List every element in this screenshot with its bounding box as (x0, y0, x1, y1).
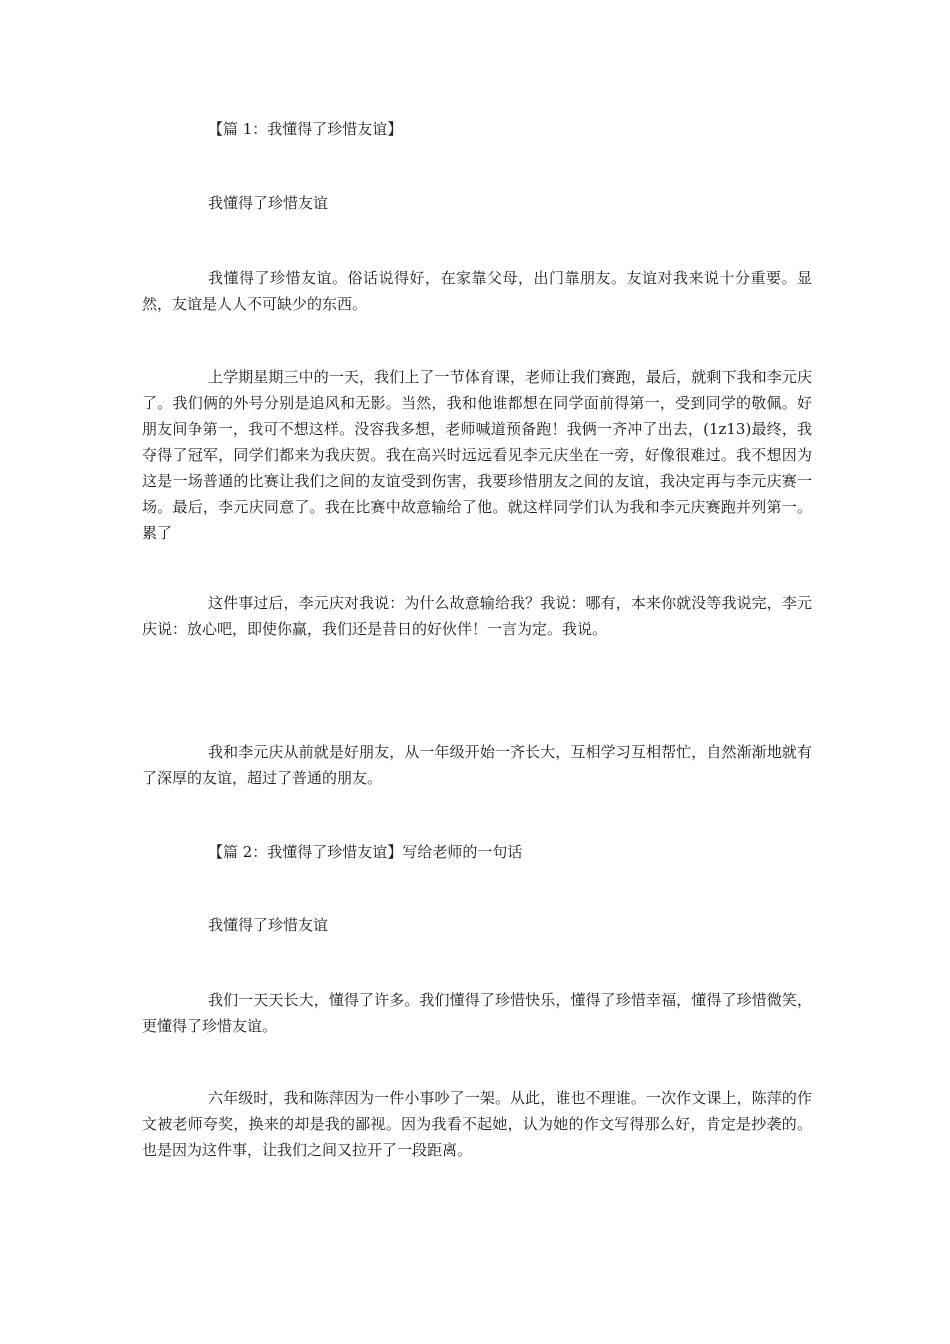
paragraph: 上学期星期三中的一天，我们上了一节体育课，老师让我们赛跑，最后，就剩下我和李元庆了。我们俩的外号分别是追风和无影。当然，我和他谁都想在同学面前得第一，受到同学的敬佩。好朋友间争第一，我可不想这样。没容我多想，老师喊道预备跑！我俩一齐冲了出去，(1z13)最终，我夺得了冠军，同学们都来为我庆贺。我在高兴时远远看见李元庆坐在一旁，好像很难过。我不想因为这是一场普通的比赛让我们之间的友谊受到伤害，我要珍惜朋友之间的友谊，我决定再与李元庆赛一场。最后，李元庆同意了。我在比赛中故意输给了他。就这样同学们认为我和李元庆赛跑并列第一。累了 (142, 368, 812, 542)
paragraph: 我懂得了珍惜友谊。俗话说得好，在家靠父母，出门靠朋友。友谊对我来说十分重要。显然，友谊是人人不可缺少的东西。 (142, 269, 812, 313)
paragraph: 六年级时，我和陈萍因为一件小事吵了一架。从此，谁也不理谁。一次作文课上，陈萍的作文被老师夸奖，换来的却是我的鄙视。因为我看不起她，认为她的作文写得那么好，肯定是抄袭的。也是因为这件事，让我们之间又拉开了一段距离。 (142, 1089, 812, 1159)
section-1-title: 我懂得了珍惜友谊 (208, 194, 329, 212)
section-2-heading: 【篇 2：我懂得了珍惜友谊】写给老师的一句话 (208, 843, 523, 861)
section-2-title: 我懂得了珍惜友谊 (208, 916, 329, 934)
section-1-heading: 【篇 1：我懂得了珍惜友谊】 (208, 120, 403, 138)
paragraph: 这件事过后，李元庆对我说：为什么故意输给我？我说：哪有，本来你就没等我说完，李元庆说：放心吧，即使你赢，我们还是昔日的好伙伴！一言为定。我说。 (142, 594, 812, 638)
paragraph: 我们一天天长大，懂得了许多。我们懂得了珍惜快乐，懂得了珍惜幸福，懂得了珍惜微笑，更懂得了珍惜友谊。 (142, 991, 812, 1035)
paragraph: 我和李元庆从前就是好朋友，从一年级开始一齐长大，互相学习互相帮忙，自然渐渐地就有了深厚的友谊，超过了普通的朋友。 (142, 743, 812, 787)
